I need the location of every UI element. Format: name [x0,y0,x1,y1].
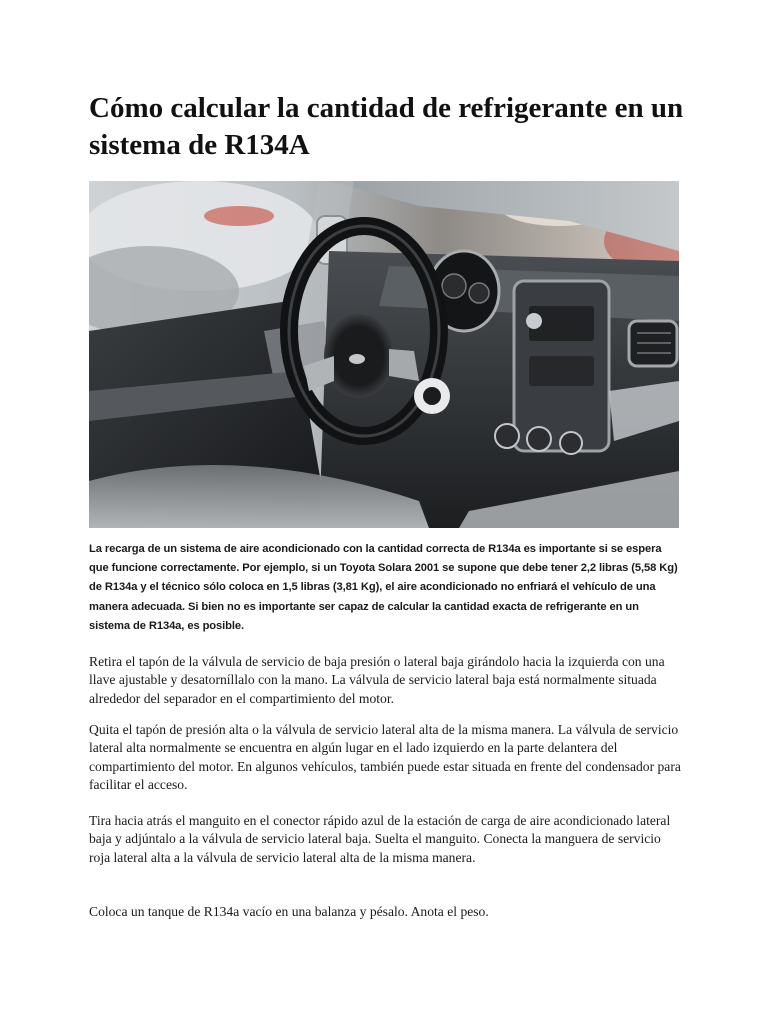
step-paragraph: Coloca un tanque de R134a vacío en una balanza y pésalo. Anota el peso. [89,904,489,919]
step-paragraph: Quita el tapón de presión alta o la válvula de servicio lateral alta de la misma manera. La válvula de servicio lateral alta normalmente se encuentra en algún lugar en el lado izquierdo en la parte delantera del compartimiento del motor. En algunos vehículos, también puede estar situada en frente del condensador para facilitar el acceso. [89,722,681,792]
car-interior-photo [89,181,679,528]
page-title: Cómo calcular la cantidad de refrigerante en un sistema de R134A [89,92,684,161]
step-paragraph: Tira hacia atrás el manguito en el conector rápido azul de la estación de carga de aire acondicionado lateral baja y adjúntalo a la válvula de servicio lateral baja. Suelta el manguito. Conecta la manguera de servicio roja lateral alta a la válvula de servicio lateral alta de la misma manera. [89,813,671,865]
intro-paragraph: La recarga de un sistema de aire acondicionado con la cantidad correcta de R134a es importante si se espera que funcione correctamente. Por ejemplo, si un Toyota Solara 2001 se supone que debe tener 2,2 libras (5,58 Kg) de R134a y el técnico sólo coloca en 1,5 libras (3,81 Kg), el aire acondicionado no enfriará el vehículo de una manera adecuada. Si bien no es importante ser capaz de calcular la cantidad exacta de refrigerante en un sistema de R134a, es posible. [89,543,678,632]
step-paragraph: Retira el tapón de la válvula de servicio de baja presión o lateral baja girándolo hacia la izquierda con una llave ajustable y desatorníllalo con la mano. La válvula de servicio lateral baja está normalmente situada alrededor del separador en el compartimiento del motor. [89,654,665,706]
